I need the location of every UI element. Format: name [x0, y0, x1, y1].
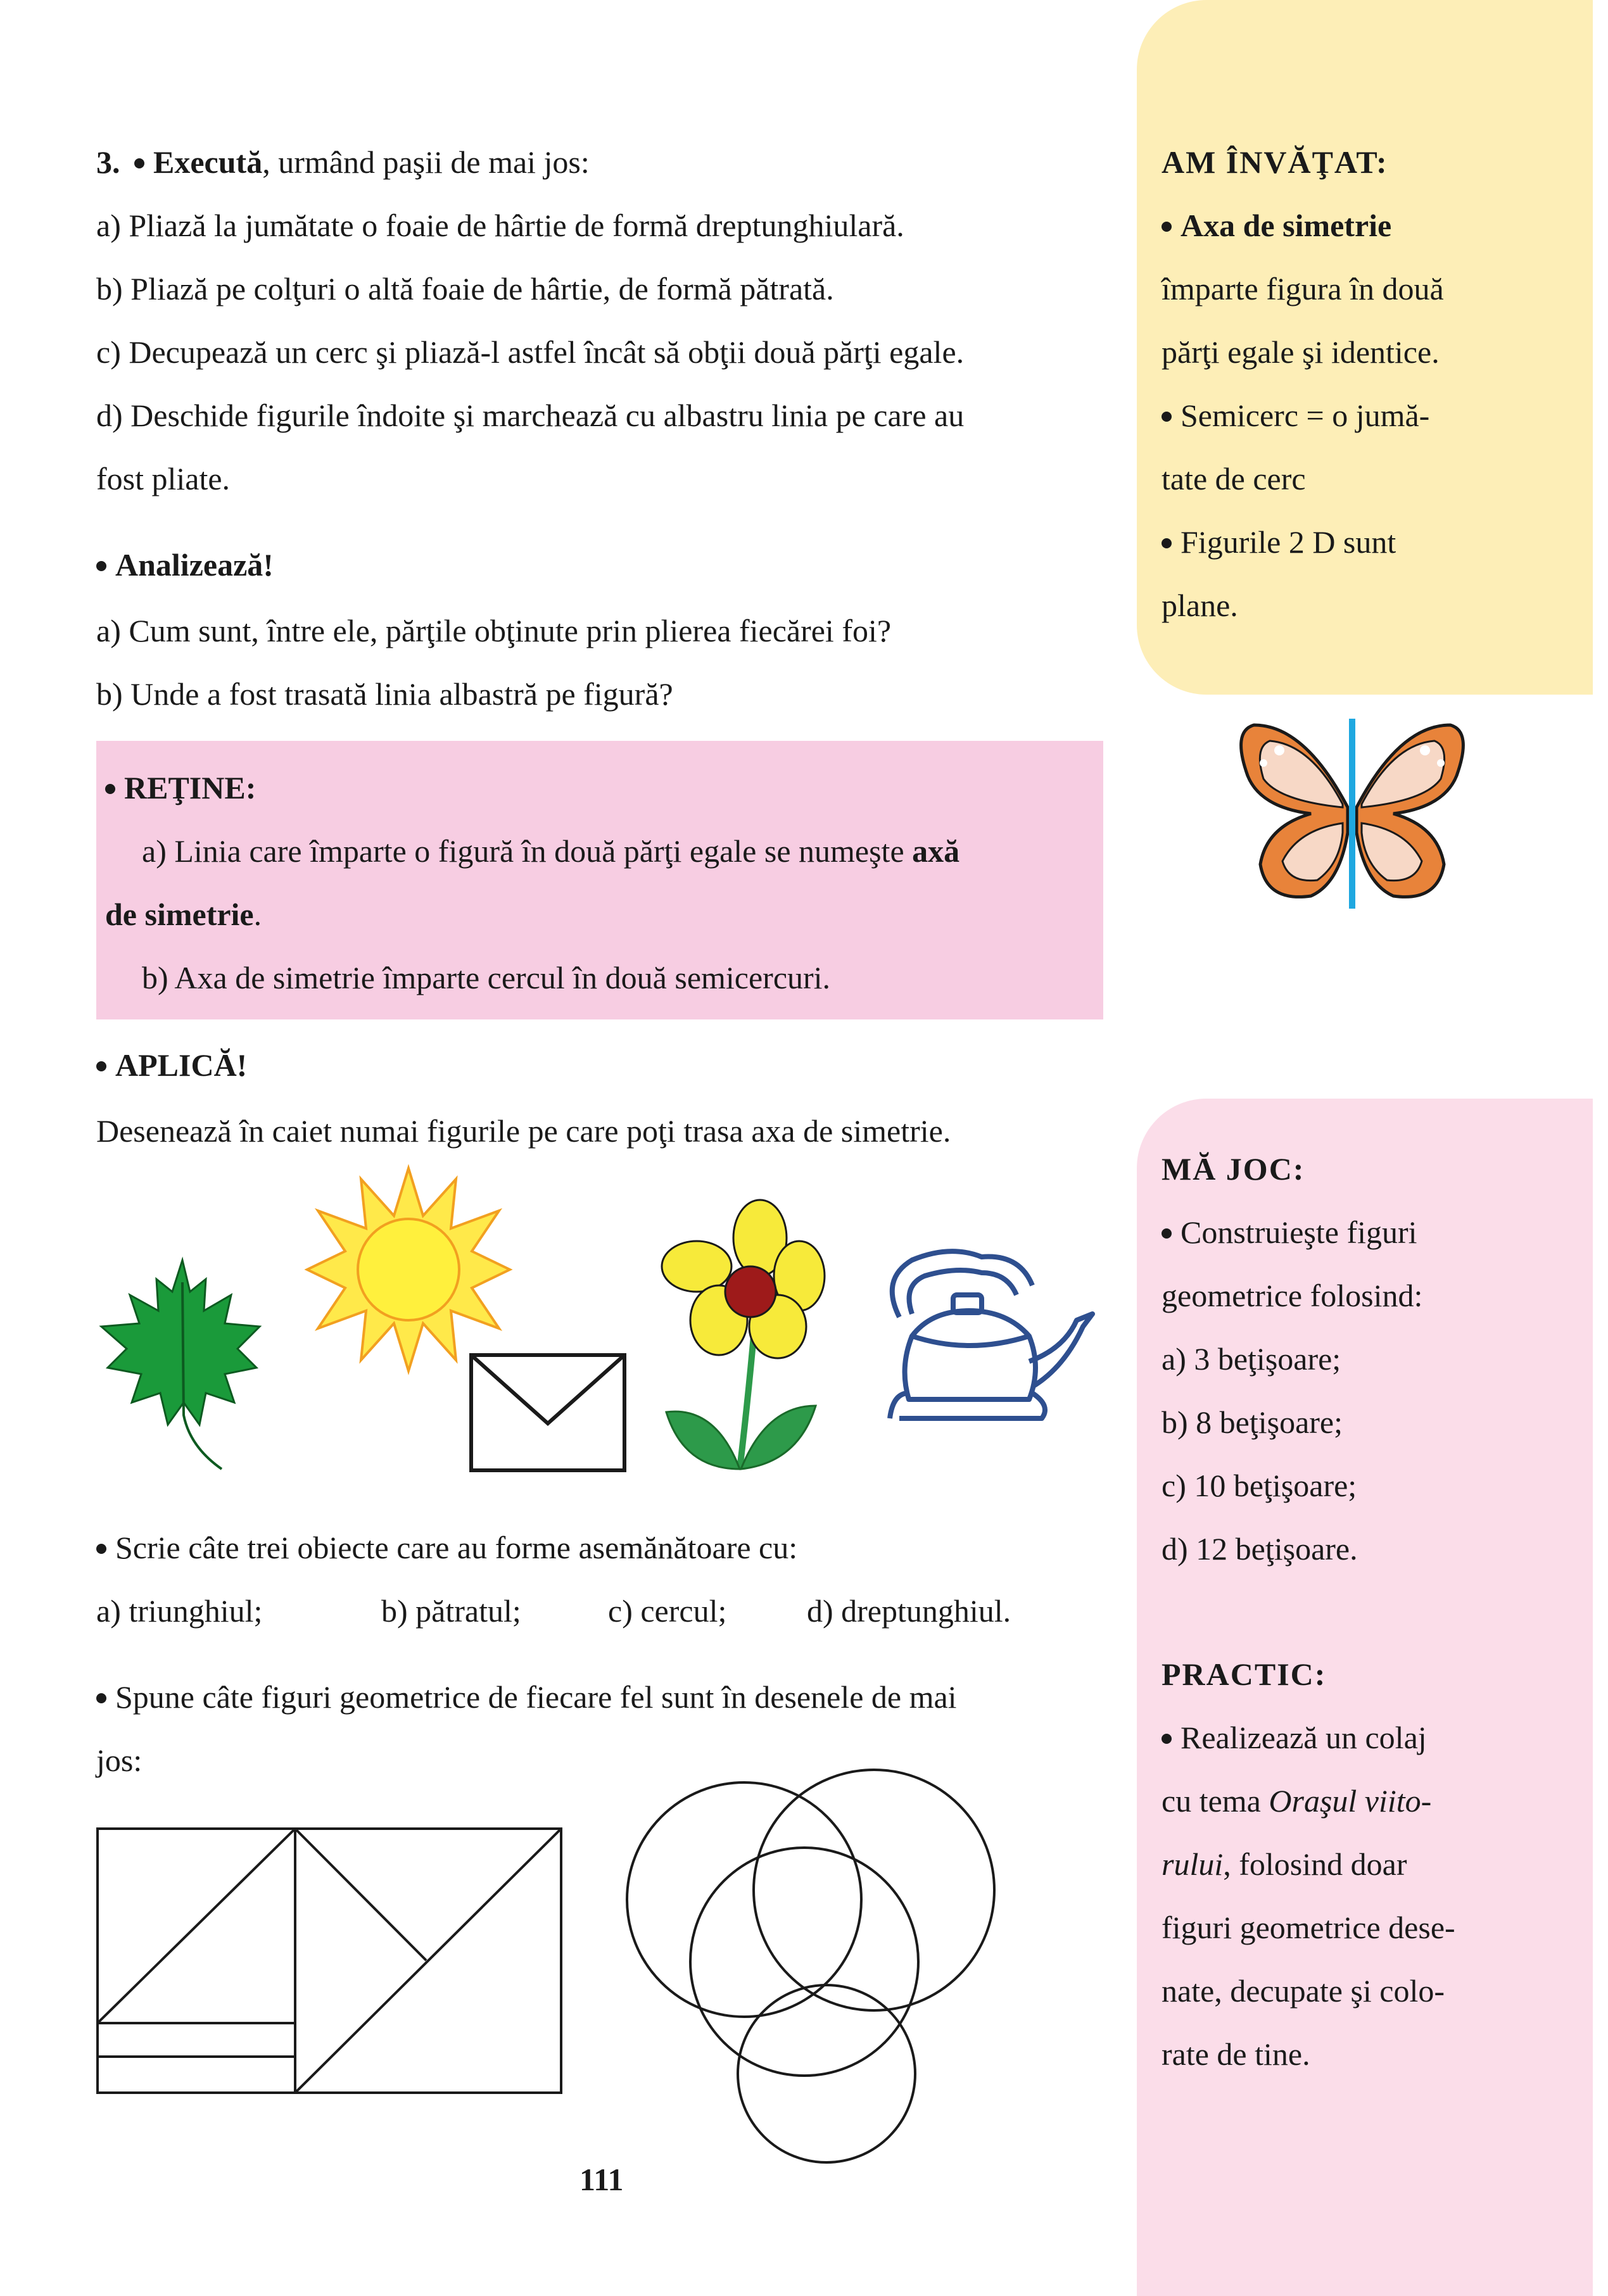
- apply-title: APLICĂ!: [115, 1047, 248, 1083]
- exercise-intro: , urmând paşii de mai jos:: [262, 144, 590, 180]
- bullet-icon: [1162, 538, 1172, 548]
- count-line1: Spune câte figuri geometrice de fiecare fel sunt în desenele de mai: [115, 1679, 957, 1715]
- bullet-icon: [105, 784, 115, 794]
- count-line2: jos:: [96, 1743, 142, 1778]
- play-item: [1162, 1213, 1417, 1251]
- practic-title: PRACTIC:: [1162, 1656, 1327, 1692]
- practic-item: [1162, 1719, 1427, 1757]
- write-heading: [96, 1529, 797, 1567]
- write-option: a) triunghiul;: [96, 1593, 263, 1629]
- play-title: MĂ JOC:: [1162, 1151, 1305, 1187]
- write-option: c) cercul;: [608, 1593, 727, 1629]
- analyze-question: b) Unde a fost trasată linia albastră pe figură?: [96, 676, 673, 712]
- exercise-step: a) Pliază la jumătate o foaie de hârtie de formă dreptunghiulară.: [96, 208, 904, 243]
- bullet-icon: [1162, 222, 1172, 232]
- butterfly-icon: [1235, 719, 1469, 909]
- practic-text: figuri geometrice dese-: [1162, 1910, 1455, 1945]
- bullet-icon: [1162, 1228, 1172, 1239]
- learned-term: Axa de simetrie: [1181, 208, 1392, 243]
- rectangle-composition-figure: [95, 1826, 564, 2095]
- envelope-icon: [469, 1353, 627, 1473]
- learned-title: AM ÎNVĂŢAT:: [1162, 144, 1388, 180]
- exercise-title: Execută: [153, 144, 263, 180]
- kettle-icon: [874, 1241, 1102, 1431]
- maple-leaf-icon: [95, 1257, 266, 1472]
- practic-text: , folosind doar: [1223, 1846, 1407, 1882]
- overlapping-circles-figure: [624, 1748, 1105, 2166]
- practic-theme: rului: [1162, 1846, 1224, 1882]
- exercise-step: fost pliate.: [96, 461, 231, 496]
- apply-heading: [96, 1046, 247, 1084]
- exercise-step: d) Deschide figurile îndoite şi marchează cu albastru linia pe care au: [96, 398, 965, 433]
- practic-text: Realizează un colaj: [1181, 1720, 1427, 1755]
- write-option: b) pătratul;: [381, 1593, 521, 1629]
- learned-item: [1162, 523, 1396, 561]
- remember-line-b: b) Axa de simetrie împarte cercul în două semicercuri.: [142, 960, 831, 995]
- exercise-heading: [96, 143, 590, 181]
- bullet-icon: [96, 1693, 106, 1703]
- exercise-number: 3.: [96, 144, 120, 180]
- apply-instruction: Desenează în caiet numai figurile pe care poţi trasa axa de simetrie.: [96, 1113, 951, 1149]
- sun-icon: [304, 1165, 513, 1374]
- remember-line-a-text: a) Linia care împarte o figură în două părţi egale se numeşte: [142, 833, 913, 869]
- practic-text: rate de tine.: [1162, 2036, 1310, 2072]
- play-text: geometrice folosind:: [1162, 1278, 1423, 1313]
- practic-text: cu tema: [1162, 1783, 1269, 1819]
- practic-theme: Oraşul viito-: [1269, 1783, 1432, 1819]
- learned-text: Figurile 2 D sunt: [1181, 524, 1396, 560]
- remember-period: .: [253, 897, 262, 932]
- learned-text: tate de cerc: [1162, 461, 1306, 496]
- flower-icon: [659, 1197, 823, 1475]
- analyze-heading: [96, 546, 274, 584]
- bullet-icon: [134, 158, 144, 168]
- bullet-icon: [96, 561, 106, 571]
- practic-line: [1162, 1845, 1407, 1883]
- count-heading: [96, 1678, 957, 1716]
- bullet-icon: [96, 1061, 106, 1071]
- play-text: c) 10 beţişoare;: [1162, 1468, 1357, 1503]
- learned-text: Semicerc = o jumă-: [1181, 398, 1430, 433]
- exercise-step: b) Pliază pe colţuri o altă foaie de hârtie, de formă pătrată.: [96, 271, 834, 306]
- remember-title: REŢINE:: [124, 770, 256, 805]
- bullet-icon: [1162, 1734, 1172, 1744]
- play-text: Construieşte figuri: [1181, 1214, 1417, 1250]
- remember-line-a: [142, 832, 959, 870]
- write-text: Scrie câte trei obiecte care au forme asemănătoare cu:: [115, 1530, 798, 1565]
- learned-text: plane.: [1162, 588, 1238, 623]
- remember-heading: [105, 769, 256, 807]
- play-text: b) 8 beţişoare;: [1162, 1404, 1343, 1440]
- play-text: a) 3 beţişoare;: [1162, 1341, 1341, 1377]
- practic-text: nate, decupate şi colo-: [1162, 1973, 1445, 2009]
- bullet-icon: [1162, 412, 1172, 422]
- remember-line-a-cont: [105, 895, 262, 933]
- learned-text: împarte figura în două: [1162, 271, 1444, 306]
- exercise-step: c) Decupează un cerc şi pliază-l astfel încât să obţii două părţi egale.: [96, 334, 965, 370]
- learned-text: părţi egale şi identice.: [1162, 334, 1440, 370]
- play-text: d) 12 beţişoare.: [1162, 1531, 1358, 1567]
- analyze-title: Analizează!: [115, 547, 274, 583]
- remember-term-cont: de simetrie: [105, 897, 254, 932]
- write-option: d) dreptunghiul.: [807, 1593, 1011, 1629]
- learned-item: [1162, 206, 1391, 244]
- remember-term: axă: [912, 833, 960, 869]
- learned-item: [1162, 396, 1429, 434]
- bullet-icon: [96, 1544, 106, 1554]
- practic-line: [1162, 1782, 1431, 1820]
- page-number: 111: [579, 2162, 624, 2197]
- analyze-question: a) Cum sunt, între ele, părţile obţinute prin plierea fiecărei foi?: [96, 613, 892, 648]
